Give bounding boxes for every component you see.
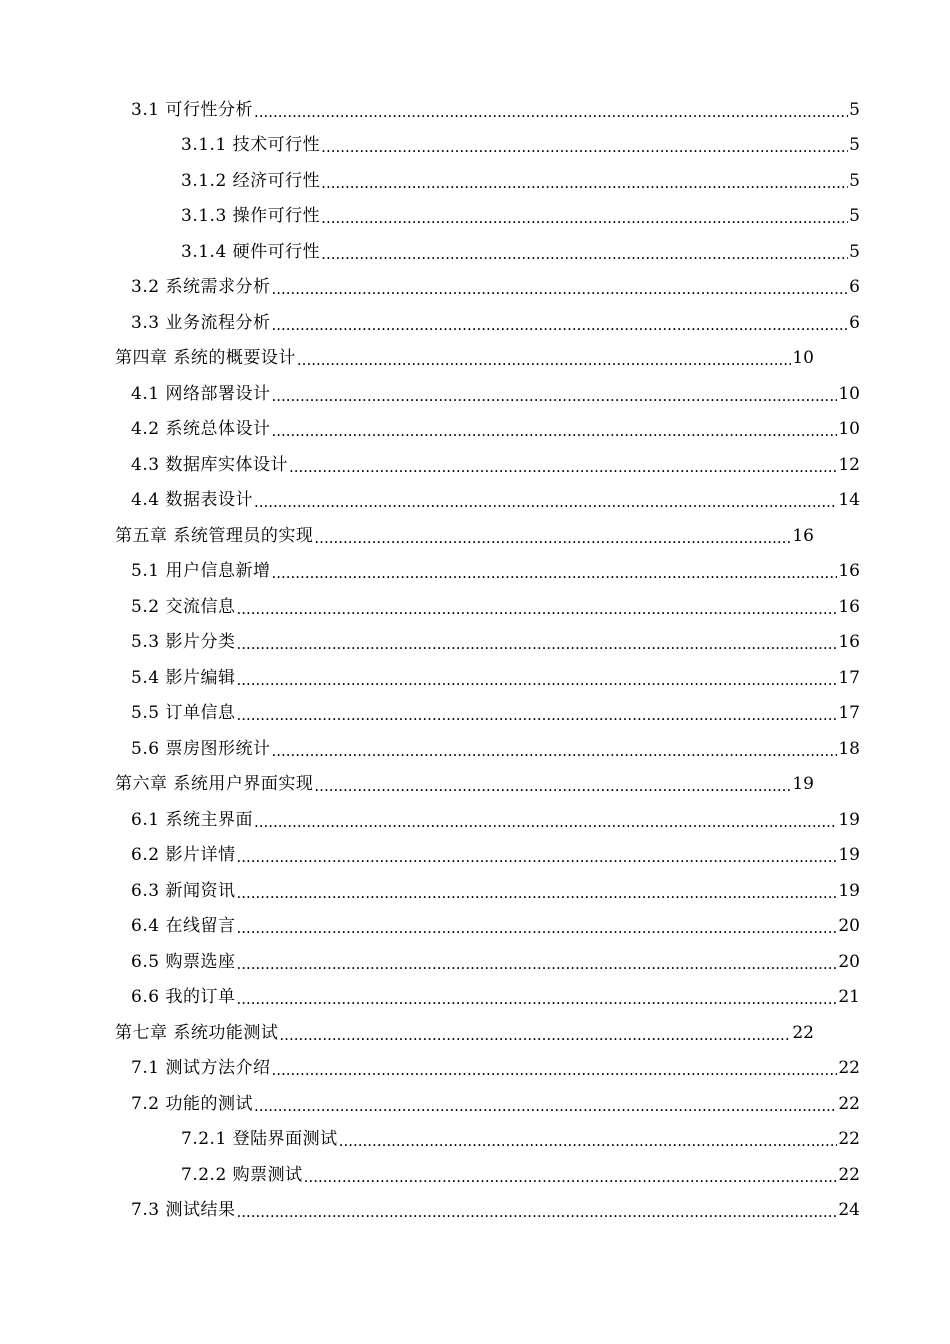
toc-entry-title: 7.3 测试结果 (131, 1200, 236, 1221)
toc-entry[interactable] (0, 696, 860, 732)
toc-entry-page: 10 (838, 383, 860, 404)
toc-entry-title: 4.3 数据库实体设计 (131, 454, 288, 475)
toc-dot-leader (321, 173, 848, 193)
toc-dot-leader (236, 599, 837, 619)
table-of-contents (0, 92, 950, 1228)
toc-entry-page: 5 (849, 135, 860, 156)
toc-entry-title: 第七章 系统功能测试 (115, 1022, 279, 1043)
toc-chapter-entry[interactable] (0, 1015, 814, 1051)
toc-entry-title: 5.3 影片分类 (131, 632, 236, 653)
toc-entry-page: 22 (838, 1093, 860, 1114)
toc-entry-page: 10 (838, 419, 860, 440)
toc-dot-leader (254, 1096, 837, 1116)
toc-entry[interactable] (0, 802, 860, 838)
toc-dot-leader (254, 492, 837, 512)
toc-entry-page: 24 (838, 1200, 860, 1221)
toc-dot-leader (254, 812, 837, 832)
toc-entry-title: 第五章 系统管理员的实现 (115, 525, 314, 546)
toc-dot-leader (271, 386, 837, 406)
toc-dot-leader (271, 1060, 837, 1080)
toc-entry-page: 22 (838, 1129, 860, 1150)
toc-dot-leader (236, 670, 837, 690)
toc-entry-page: 6 (849, 312, 860, 333)
toc-entry-page: 18 (838, 738, 860, 759)
toc-dot-leader (236, 954, 837, 974)
toc-dot-leader (236, 883, 837, 903)
toc-entry[interactable] (0, 909, 860, 945)
toc-dot-leader (271, 741, 837, 761)
toc-entry[interactable] (0, 92, 860, 128)
toc-entry[interactable] (0, 199, 860, 235)
toc-entry-page: 21 (838, 987, 860, 1008)
toc-entry[interactable] (0, 376, 860, 412)
toc-entry[interactable] (0, 1086, 860, 1122)
toc-entry-page: 22 (838, 1164, 860, 1185)
toc-entry-title: 6.2 影片详情 (131, 845, 236, 866)
toc-entry-title: 6.5 购票选座 (131, 951, 236, 972)
toc-dot-leader (236, 989, 837, 1009)
toc-entry-page: 5 (849, 206, 860, 227)
toc-entry-page: 20 (838, 916, 860, 937)
toc-entry-page: 19 (838, 845, 860, 866)
toc-entry[interactable] (0, 554, 860, 590)
toc-entry[interactable] (0, 1051, 860, 1087)
toc-entry[interactable] (0, 838, 860, 874)
toc-entry-page: 19 (838, 809, 860, 830)
toc-entry-title: 7.1 测试方法介绍 (131, 1058, 271, 1079)
toc-dot-leader (236, 634, 837, 654)
toc-entry-title: 4.1 网络部署设计 (131, 383, 271, 404)
toc-entry-title: 5.5 订单信息 (131, 703, 236, 724)
toc-entry-title: 4.4 数据表设计 (131, 490, 253, 511)
toc-entry-page: 5 (849, 241, 860, 262)
toc-entry-page: 20 (838, 951, 860, 972)
toc-entry-page: 16 (838, 632, 860, 653)
toc-entry[interactable] (0, 270, 860, 306)
toc-entry[interactable] (0, 234, 860, 270)
toc-entry-title: 3.3 业务流程分析 (131, 312, 271, 333)
toc-entry-title: 7.2.2 购票测试 (181, 1164, 303, 1185)
toc-entry-title: 3.1 可行性分析 (131, 99, 253, 120)
toc-entry[interactable] (0, 873, 860, 909)
toc-entry[interactable] (0, 660, 860, 696)
toc-dot-leader (236, 1202, 837, 1222)
toc-entry[interactable] (0, 980, 860, 1016)
toc-entry-page: 5 (849, 99, 860, 120)
toc-entry[interactable] (0, 163, 860, 199)
toc-entry-title: 5.1 用户信息新增 (131, 561, 271, 582)
toc-dot-leader (339, 1131, 838, 1151)
toc-entry-title: 6.6 我的订单 (131, 987, 236, 1008)
toc-entry[interactable] (0, 589, 860, 625)
toc-dot-leader (236, 705, 837, 725)
toc-entry-page: 14 (838, 490, 860, 511)
toc-entry-title: 6.4 在线留言 (131, 916, 236, 937)
toc-dot-leader (321, 137, 848, 157)
toc-dot-leader (271, 279, 848, 299)
toc-entry-title: 3.1.4 硬件可行性 (181, 241, 321, 262)
toc-entry-page: 10 (792, 348, 814, 369)
toc-entry-page: 16 (838, 596, 860, 617)
toc-entry-page: 22 (792, 1022, 814, 1043)
toc-entry-page: 5 (849, 170, 860, 191)
toc-dot-leader (321, 244, 848, 264)
toc-dot-leader (236, 847, 837, 867)
toc-entry-title: 7.2.1 登陆界面测试 (181, 1129, 338, 1150)
toc-entry[interactable] (0, 944, 860, 980)
toc-entry-page: 17 (838, 703, 860, 724)
toc-entry-page: 6 (849, 277, 860, 298)
toc-entry-page: 22 (838, 1058, 860, 1079)
toc-dot-leader (304, 1167, 838, 1187)
toc-dot-leader (279, 1025, 791, 1045)
toc-entry-title: 3.1.1 技术可行性 (181, 135, 321, 156)
toc-dot-leader (236, 918, 837, 938)
toc-entry-page: 12 (838, 454, 860, 475)
toc-dot-leader (314, 528, 791, 548)
toc-dot-leader (289, 457, 837, 477)
toc-entry[interactable] (0, 305, 860, 341)
toc-dot-leader (321, 208, 848, 228)
toc-entry-title: 第四章 系统的概要设计 (115, 348, 296, 369)
toc-dot-leader (271, 421, 837, 441)
toc-entry-title: 5.4 影片编辑 (131, 667, 236, 688)
toc-entry-title: 6.1 系统主界面 (131, 809, 253, 830)
toc-entry[interactable] (0, 1122, 860, 1158)
toc-chapter-entry[interactable] (0, 341, 814, 377)
toc-entry[interactable] (0, 1193, 860, 1229)
toc-entry-page: 16 (792, 525, 814, 546)
toc-entry-page: 19 (792, 774, 814, 795)
toc-entry-page: 16 (838, 561, 860, 582)
toc-entry[interactable] (0, 731, 860, 767)
toc-entry-title: 3.1.3 操作可行性 (181, 206, 321, 227)
toc-entry-title: 5.2 交流信息 (131, 596, 236, 617)
toc-entry[interactable] (0, 128, 860, 164)
toc-entry[interactable] (0, 447, 860, 483)
toc-chapter-entry[interactable] (0, 518, 814, 554)
toc-entry-title: 4.2 系统总体设计 (131, 419, 271, 440)
toc-entry-page: 19 (838, 880, 860, 901)
toc-dot-leader (271, 315, 848, 335)
toc-entry[interactable] (0, 412, 860, 448)
toc-dot-leader (314, 776, 791, 796)
toc-entry-title: 第六章 系统用户界面实现 (115, 774, 314, 795)
toc-entry-title: 5.6 票房图形统计 (131, 738, 271, 759)
toc-entry-page: 17 (838, 667, 860, 688)
toc-dot-leader (297, 350, 791, 370)
toc-dot-leader (271, 563, 837, 583)
toc-entry-title: 3.1.2 经济可行性 (181, 170, 321, 191)
toc-chapter-entry[interactable] (0, 767, 814, 803)
toc-entry[interactable] (0, 625, 860, 661)
toc-entry-title: 6.3 新闻资讯 (131, 880, 236, 901)
toc-entry-title: 7.2 功能的测试 (131, 1093, 253, 1114)
toc-entry[interactable] (0, 483, 860, 519)
toc-entry[interactable] (0, 1157, 860, 1193)
toc-dot-leader (254, 102, 848, 122)
toc-entry-title: 3.2 系统需求分析 (131, 277, 271, 298)
